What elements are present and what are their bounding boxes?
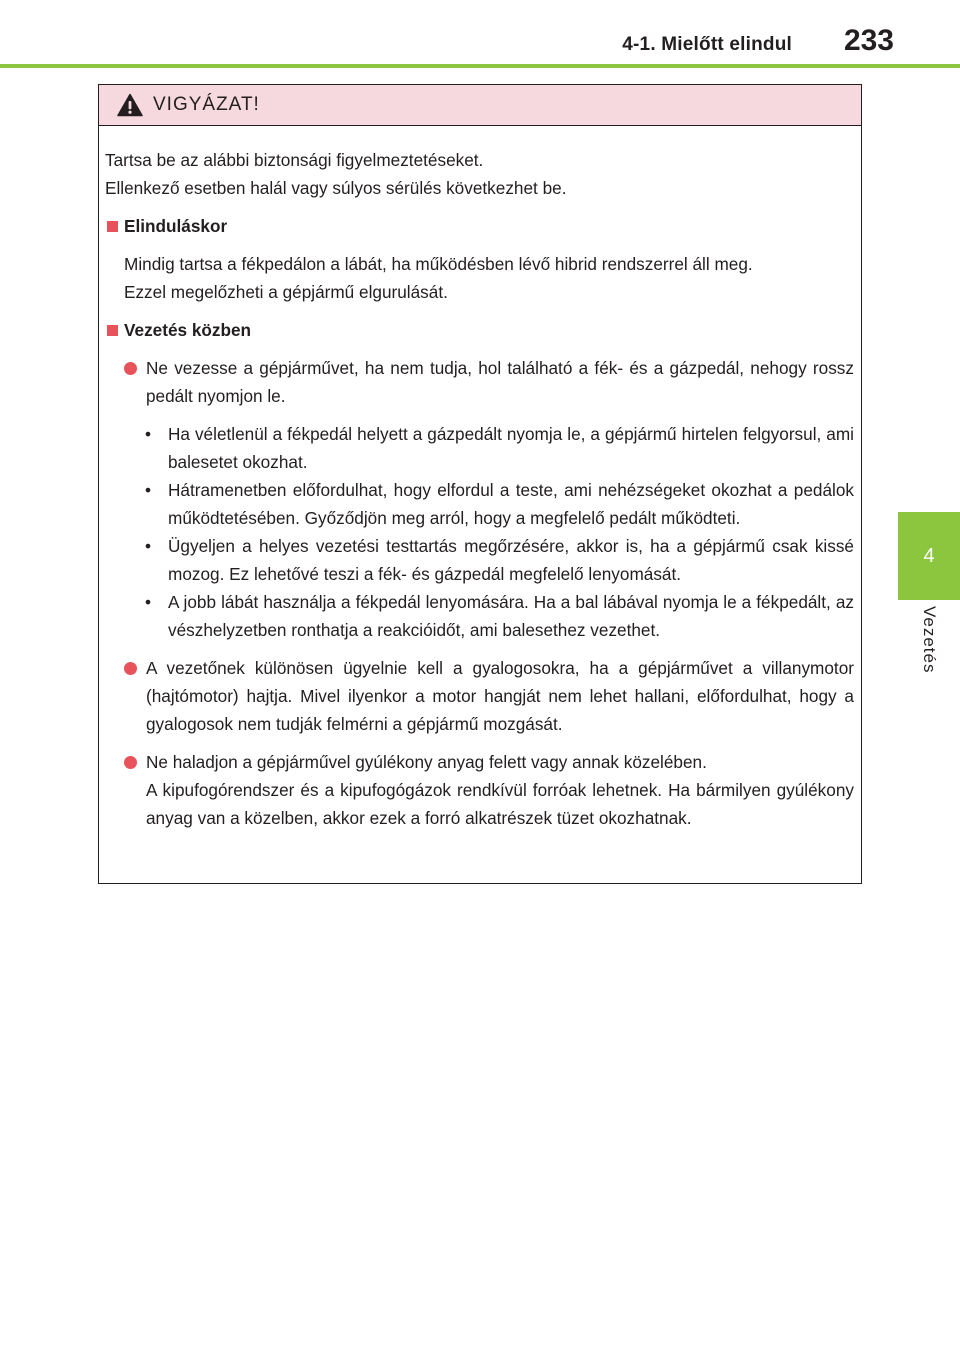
- sub-item-text: A jobb lábát használja a fékpedál lenyomására. Ha a bal lábával nyomja le a fékpedált, az vészhelyzetben ronthatja a reakcióidőt, ami balesethez vezethet.: [168, 592, 854, 640]
- sub-list-item: [143, 420, 854, 476]
- bullet-text: A kipufogórendszer és a kipufogógázok rendkívül forróak lehetnek. Ha bármilyen gyúlékony anyag van a közelben, akkor ezek a forró alkatrészek tüzet okozhatnak.: [146, 780, 854, 828]
- sub-item-text: Ügyeljen a helyes vezetési testtartás megőrzésére, akkor is, ha a gépjármű csak kissé mozog. Ez lehetővé teszi a fék- és gázpedál megfelelő lenyomását.: [168, 536, 854, 584]
- caution-header: [99, 85, 861, 126]
- sub-bullet-icon: •: [145, 424, 152, 444]
- page-header: [0, 0, 960, 66]
- section-heading-elinduláskor: [105, 212, 854, 240]
- sub-list-item: [143, 588, 854, 644]
- section-heading-text: Vezetés közben: [124, 320, 252, 340]
- sub-bullet-icon: •: [145, 592, 152, 612]
- section-title: 4-1. Mielőtt elindul: [622, 34, 792, 55]
- bullet-text: Ne haladjon a gépjárművel gyúlékony anyag felett vagy annak közelében.: [146, 752, 707, 772]
- warning-triangle-icon: [117, 93, 143, 117]
- round-bullet-icon: [124, 662, 137, 675]
- bullet-text: Ne vezesse a gépjárművet, ha nem tudja, hol található a fék- és a gázpedál, nehogy rossz pedált nyomjon le.: [146, 358, 854, 406]
- square-bullet-icon: [107, 221, 118, 232]
- chapter-number: 4: [923, 544, 935, 567]
- sub-bullet-icon: •: [145, 536, 152, 556]
- sub-item-text: Ha véletlenül a fékpedál helyett a gázpedált nyomja le, a gépjármű hirtelen felgyorsul, ami balesetet okozhat.: [168, 424, 854, 472]
- section-heading-vezetes-kozben: [105, 316, 854, 344]
- intro-line: Tartsa be az alábbi biztonsági figyelmeztetéseket.: [105, 150, 484, 170]
- section-heading-text: Elinduláskor: [124, 216, 228, 236]
- bullet-text: A vezetőnek különösen ügyelnie kell a gyalogosokra, ha a gépjárművet a villanymotor (hajtómotor) hajtja. Mivel ilyenkor a motor hangját nem lehet hallani, előfordulhat, hogy a gyalogosok nem tudják felmérni a gépjármű mozgását.: [146, 658, 854, 734]
- caution-intro: [105, 146, 854, 202]
- caution-title: VIGYÁZAT!: [153, 94, 260, 115]
- round-bullet-icon: [124, 756, 137, 769]
- sub-list: [143, 420, 854, 644]
- caution-box: [98, 84, 862, 884]
- section-paragraph: [124, 250, 854, 306]
- intro-line: Ellenkező esetben halál vagy súlyos sérülés következhet be.: [105, 178, 567, 198]
- header-rule: [0, 64, 960, 68]
- caution-body: [99, 126, 861, 832]
- sub-bullet-icon: •: [145, 480, 152, 500]
- sub-list-item: [143, 532, 854, 588]
- chapter-name: Vezetés: [920, 606, 939, 674]
- paragraph-line: Mindig tartsa a fékpedálon a lábát, ha működésben lévő hibrid rendszerrel áll meg.: [124, 254, 753, 274]
- square-bullet-icon: [107, 325, 118, 336]
- list-item: [124, 748, 854, 832]
- chapter-tab: [898, 512, 960, 600]
- paragraph-line: Ezzel megelőzheti a gépjármű elgurulását.: [124, 282, 448, 302]
- list-item: [124, 654, 854, 738]
- list-item: [124, 354, 854, 410]
- sub-list-item: [143, 476, 854, 532]
- sub-item-text: Hátramenetben előfordulhat, hogy elfordul a teste, ami nehézségeket okozhat a pedálok működtetésében. Győződjön meg arról, hogy a megfelelő pedált működteti.: [168, 480, 854, 528]
- page-number: 233: [843, 24, 894, 57]
- round-bullet-icon: [124, 362, 137, 375]
